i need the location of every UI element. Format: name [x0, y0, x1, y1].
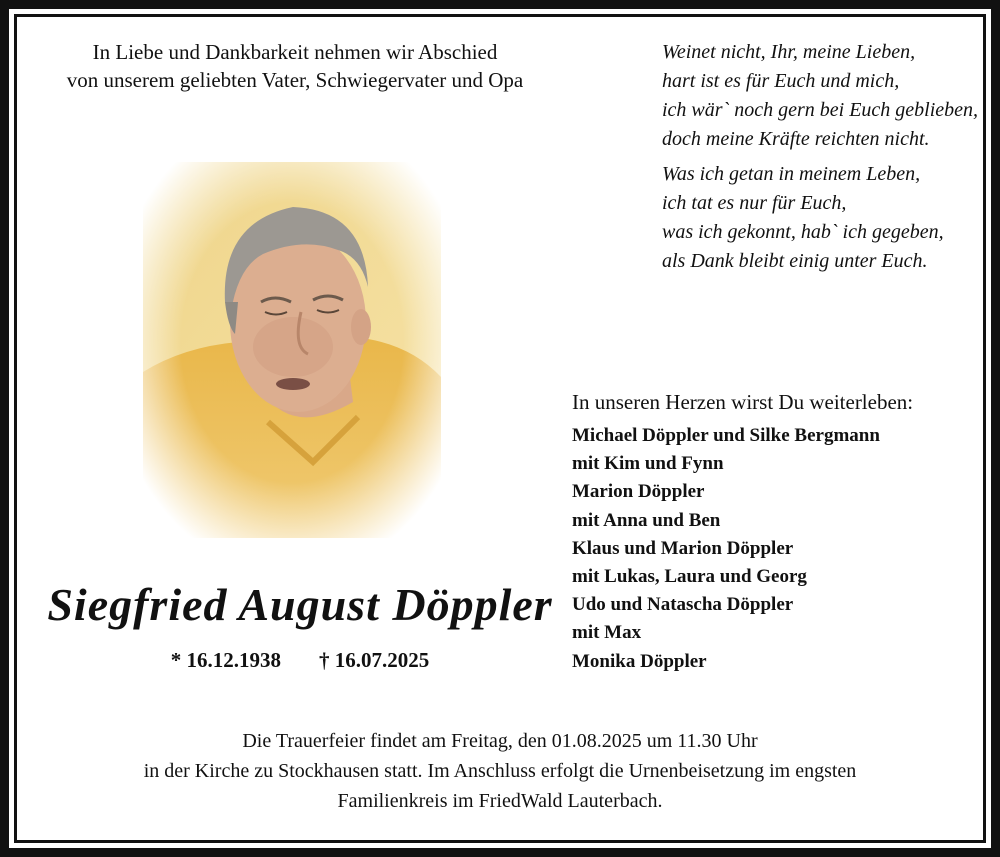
intro-text — [30, 38, 560, 94]
list-item: mit Anna und Ben — [572, 509, 721, 531]
poem-stanza-1 — [662, 38, 982, 154]
poem-line: hart ist es für Euch und mich, — [662, 70, 900, 92]
poem-line: doch meine Kräfte reichten nicht. — [662, 128, 930, 150]
mourners-list — [572, 422, 972, 676]
list-item: Udo und Natascha Döppler — [572, 594, 794, 616]
poem-line: als Dank bleibt einig unter Euch. — [662, 250, 928, 272]
poem-line: Weinet nicht, Ihr, meine Lieben, — [662, 41, 916, 63]
birth-date: * 16.12.1938 — [170, 648, 281, 672]
list-item: Marion Döppler — [572, 481, 705, 503]
portrait-photo — [143, 162, 441, 538]
list-item: mit Kim und Fynn — [572, 453, 724, 475]
mourners-heading: In unseren Herzen wirst Du weiterleben: — [572, 390, 914, 414]
ceremony-info — [40, 726, 960, 816]
deceased-name: Siegfried August Döppler — [47, 579, 553, 630]
intro-line-2: von unserem geliebten Vater, Schwiegervater und Opa — [66, 68, 524, 92]
death-date: † 16.07.2025 — [319, 648, 430, 672]
list-item: Monika Döppler — [572, 650, 707, 672]
list-item: mit Lukas, Laura und Georg — [572, 566, 807, 588]
ceremony-line-1: Die Trauerfeier findet am Freitag, den 01.08.2025 um 11.30 Uhr — [242, 730, 758, 752]
poem-line: ich tat es nur für Euch, — [662, 192, 847, 214]
poem-line: was ich gekonnt, hab` ich gegeben, — [662, 221, 944, 243]
list-item: Michael Döppler und Silke Bergmann — [572, 425, 880, 446]
poem-line: ich wär` noch gern bei Euch geblieben, — [662, 99, 979, 121]
life-dates — [120, 648, 480, 673]
ceremony-line-3: Familienkreis im FriedWald Lauterbach. — [337, 790, 663, 812]
poem — [662, 38, 982, 282]
list-item: mit Max — [572, 622, 642, 644]
ceremony-line-2: in der Kirche zu Stockhausen statt. Im Anschluss erfolgt die Urnenbeisetzung im engsten — [143, 760, 857, 782]
intro-line-1: In Liebe und Dankbarkeit nehmen wir Abschied — [92, 40, 498, 64]
poem-line: Was ich getan in meinem Leben, — [662, 163, 921, 185]
poem-stanza-2 — [662, 160, 982, 276]
list-item: Klaus und Marion Döppler — [572, 537, 794, 559]
